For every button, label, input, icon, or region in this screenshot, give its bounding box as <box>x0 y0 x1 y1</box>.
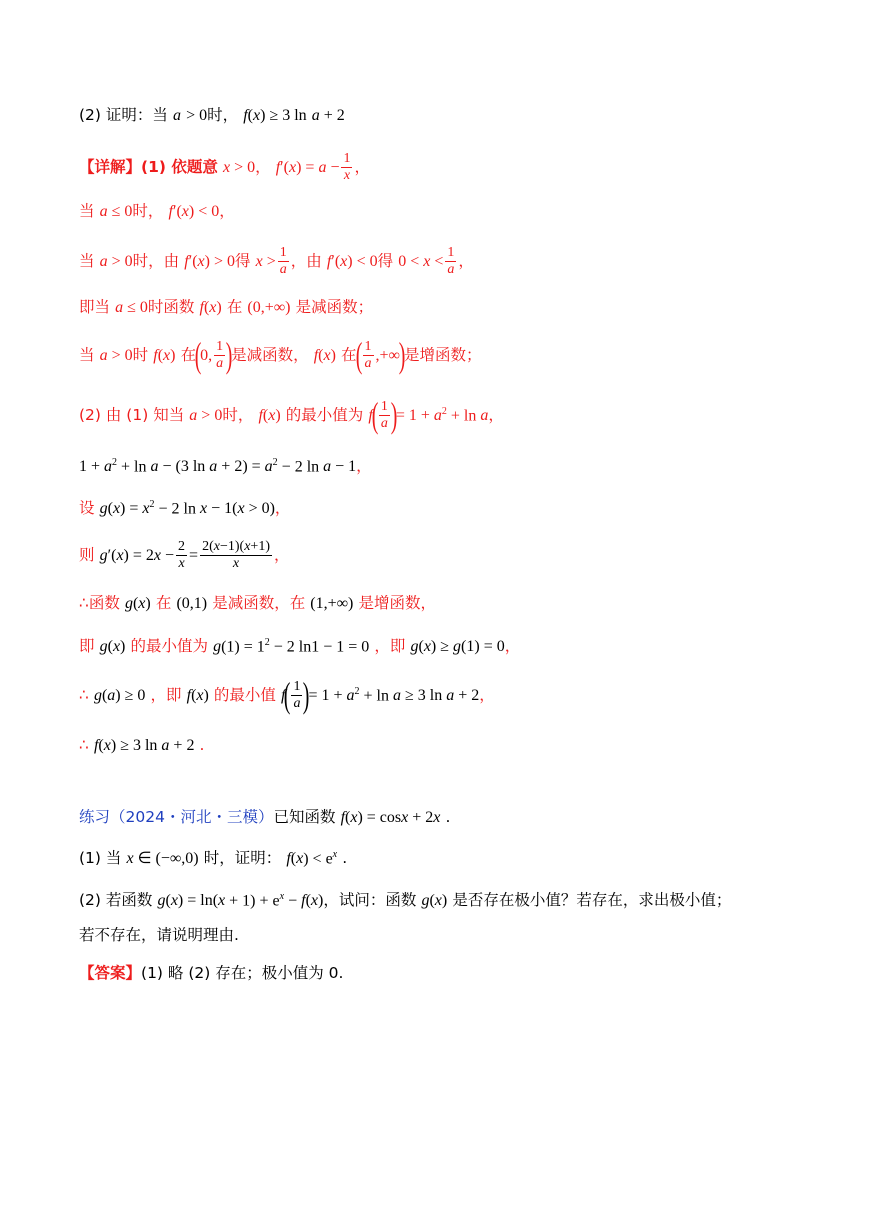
solution-line: ∴函数 g ( x ) 在 (0,1) 是减函数，在 (1,+∞) 是增函数， <box>79 594 436 613</box>
exercise-title: 练习（2024・河北・三模） 已知函数 f ( x ) = cos x + 2 x . <box>79 808 451 827</box>
exercise-part2: (2) 若函数 g ( x ) = ln( x + $1) + e^x$ − f ( x ) ，试问：函数 g ( x ) 是否存在极小值？若存在，求出极小值； <box>79 890 732 910</box>
solution-line: ∴ f ( x ) ≥ 3 ln a + 2 . <box>79 736 205 755</box>
solution-line: 当 a > 0 时，由 f ′( x ) > 0 得 x > $\frac{1}{a}$ ，由 f ′( x ) < 0 得 0 < x < $\frac{1}{a}$ ， <box>79 245 474 277</box>
solution-line: 当 a > 0 时 f ( x ) 在 ( 0, $\frac{1}{a}$ ) 是减函数， f ( x ) 在 ( $\frac{1}{a}$ ,+∞ ) 是增函数； <box>79 335 482 376</box>
solution-header: 【详解】(1) 依题意 x > 0 ， f ′( x ) = a − $\frac{1}{x}$ ， <box>79 151 370 183</box>
answer-line: 【答案】 (1) 略 (2) 存在；极小值为 0. <box>79 964 344 982</box>
exercise-part1: (1) 当 x ∈ (−∞,0) 时，证明： f ( x ) < $e^x$ . <box>79 848 348 868</box>
solution-line: 当 a ≤ 0 时， f ′( x ) < 0 ， <box>79 202 235 221</box>
problem-part2: (2) 证明：当 a > 0 时， f ( x ) ≥ 3 ln a + 2 <box>79 106 345 125</box>
solution-line: (2) 由 (1) 知当 a > 0 时， f ( x ) 的最小值为 f ( $\frac{1}{a}$ ) = 1 + a $^2$ + ln a ， <box>79 395 504 436</box>
solution-line: 设 g ( x ) = x $^2$ − 2 ln x − 1( x > 0) ， <box>79 498 291 518</box>
solution-line: ∴ g ( a ) ≥ 0 ，即 f ( x ) 的最小值 f ( $\frac{1}{a}$ ) = 1 + a $^2$ + ln a ≥ 3 ln a + 2 ， <box>79 675 495 716</box>
solution-line: 1 + a $^2$ + ln a − (3 ln a + 2) = a $^2$ − 2 ln a − 1 ， <box>79 456 372 476</box>
solution-line: 即 g ( x ) 的最小值为 g $(1) = 1^2 - 2$ ln1 − 1 = 0 ，即 g ( x ) ≥ g (1) = 0 ， <box>79 636 521 656</box>
solution-line: 即当 a ≤ 0 时函数 f ( x ) 在 (0,+∞) 是减函数； <box>79 298 374 317</box>
exercise-part2-cont: 若不存在，请说明理由. <box>79 926 239 944</box>
solution-line: 则 g ′( x ) = 2 x − $\frac{2}{x}$ = $\frac{2(x-1)(x+1)}{x}$ ， <box>79 539 290 571</box>
